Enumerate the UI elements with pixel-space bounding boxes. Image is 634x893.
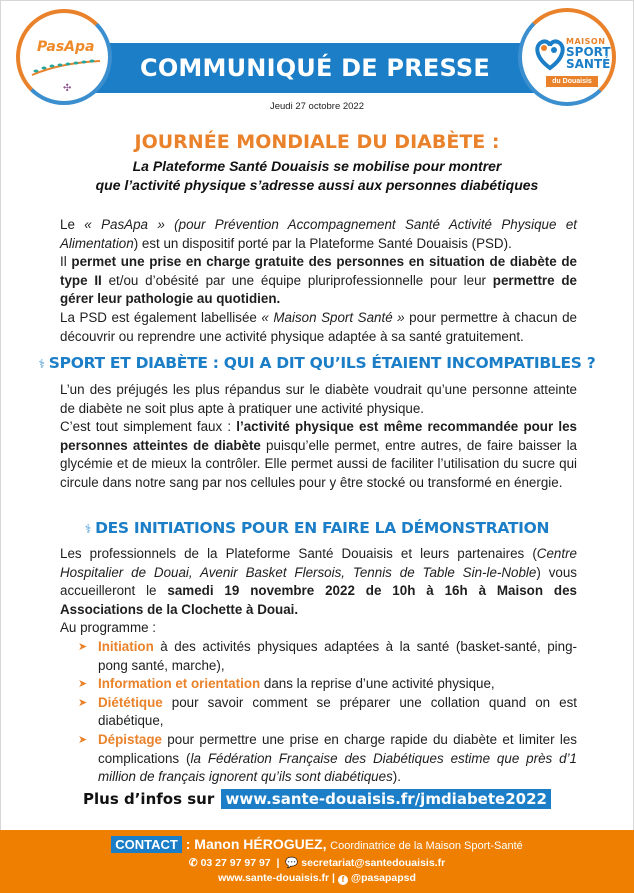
intro-paragraph-2: Il permet une prise en charge gratuite des personnes en situation de diabète de type II et/ou d’obésité par une équipe pluriprofessionnelle pour leur permettre de gérer leur pathologie au quotidien. [60,254,578,307]
contact-phone-email: ✆ 03 27 97 97 97 | 💬 secretariat@santedouaisis.fr [188,857,446,869]
phone-icon: ✆ [188,857,198,869]
header-banner [95,43,535,93]
more-info [0,790,634,808]
contact-footer [0,830,634,893]
contact-facebook[interactable]: @pasapapsd [350,872,416,884]
subtitle [0,157,634,195]
arrow-bullet-icon: ➤ [78,640,88,653]
intro-paragraph-3: La PSD est également labellisée « Maison Sport Santé » pour permettre à chacun de découvrir ou reprendre une activité physique adaptée à sa santé gratuitement. [60,309,577,344]
main-title: JOURNÉE MONDIALE DU DIABÈTE : [134,131,500,153]
section-heading-initiations: ⚕ DES INITIATIONS POUR EN FAIRE LA DÉMONSTRATION [84,519,550,537]
contact-phone[interactable]: 03 27 97 97 97 [200,857,271,869]
contact-email[interactable]: secretariat@santedouaisis.fr [301,857,446,869]
arrow-bullet-icon: ➤ [78,733,88,746]
section-2-body [60,545,577,787]
subtitle-line-1: La Plateforme Santé Douaisis se mobilise pour montrer [132,158,502,174]
program-list [60,638,577,787]
section-1-body [60,381,577,493]
subtitle-line-2: que l’activité physique s’adresse aussi aux personnes diabétiques [95,177,539,193]
contact-role: Coordinatrice de la Maison Sport-Santé [330,840,523,852]
partner-flower-icon: ✣ [63,83,72,94]
maison-sport-sante-logo [518,8,616,106]
facebook-icon: f [338,875,348,885]
intro-paragraphs [60,216,577,346]
banner-title: COMMUNIQUÉ DE PRESSE [140,54,490,82]
contact-web-social: www.sante-douaisis.fr | f @pasapapsd [218,872,416,884]
footsteps-icon [30,57,102,79]
program-intro: Au programme : [60,620,157,636]
program-item: ➤ Dépistage pour permettre une prise en charge rapide du diabète et limiter les complications (la Fédération Française des Diabétiques estime que près d’1 million de français ignorent qu’ils sont diabétiques). [78,731,577,785]
heart-figure-icon [532,34,568,74]
pasapa-logo [16,9,112,105]
arrow-bullet-icon: ➤ [78,696,88,709]
program-item: ➤ Initiation à des activités physiques adaptées à la santé (basket-santé, ping-pong santé, marche), [78,638,577,673]
publication-date: Jeudi 27 octobre 2022 [269,101,365,112]
section-2-paragraph-1: Les professionnels de la Plateforme Santé Douaisis et leurs partenaires (Centre Hospitalier de Douai, Avenir Basket Flersois, Tennis de Table Sin-le-Noble) vous accueilleront le samedi 19 novembre 2022 de 10h à 16h à Maison des Associations de la Clochette à Douai. [60,546,578,617]
maison-sport-sante-wordmark: MAISON SPORT SANTÉ [566,37,611,71]
intro-paragraph-1: Le « PasApa » (pour Prévention Accompagnement Santé Activité Physique et Alimentation) est un dispositif porté par la Plateforme Santé Douaisis (PSD). [60,217,577,251]
chat-bubble-icon: 💬 [285,857,299,869]
arrow-bullet-icon: ➤ [78,678,88,691]
douaisis-ribbon: du Douaisis [546,76,598,87]
section-heading-sport-diabete: ⚕ SPORT ET DIABÈTE : QUI A DIT QU’ILS ÉTAIENT INCOMPATIBLES ? [38,354,596,372]
program-item: ➤ Information et orientation dans la reprise d’une activité physique, [98,675,577,694]
pasapa-logo-text: PasApa [37,39,95,55]
more-info-link[interactable]: www.sante-douaisis.fr/jmdiabete2022 [221,789,550,809]
contact-tag: CONTACT [111,836,182,853]
more-info-label: Plus d’infos sur [83,790,215,808]
section-1-paragraph-2: C’est tout simplement faux : l’activité physique est même recommandée pour les personnes atteintes de diabète puisqu’elle permet, entre autres, de faire baisser la glycémie et de mieux la contrôler. Elle permet aussi de faciliter l’utilisation du sucre qui circule dans notre sang par nos cellules pour y être stocké ou transformé en énergie. [60,419,578,490]
sport-figure-icon: ⚕ [38,357,45,371]
contact-line: CONTACT : Manon HÉROGUEZ, Coordinatrice de la Maison Sport-Santé [0,836,634,852]
contact-name: Manon HÉROGUEZ, [194,836,327,852]
contact-website[interactable]: www.sante-douaisis.fr [218,872,330,884]
sport-figure-icon: ⚕ [84,522,92,536]
section-1-paragraph-1: L’un des préjugés les plus répandus sur le diabète voudrait qu’une personne atteinte de diabète ne soit plus apte à pratiquer une activité physique. [60,382,577,416]
program-item: ➤ Diététique pour savoir comment se préparer une collation quand on est diabétique, [78,694,577,729]
